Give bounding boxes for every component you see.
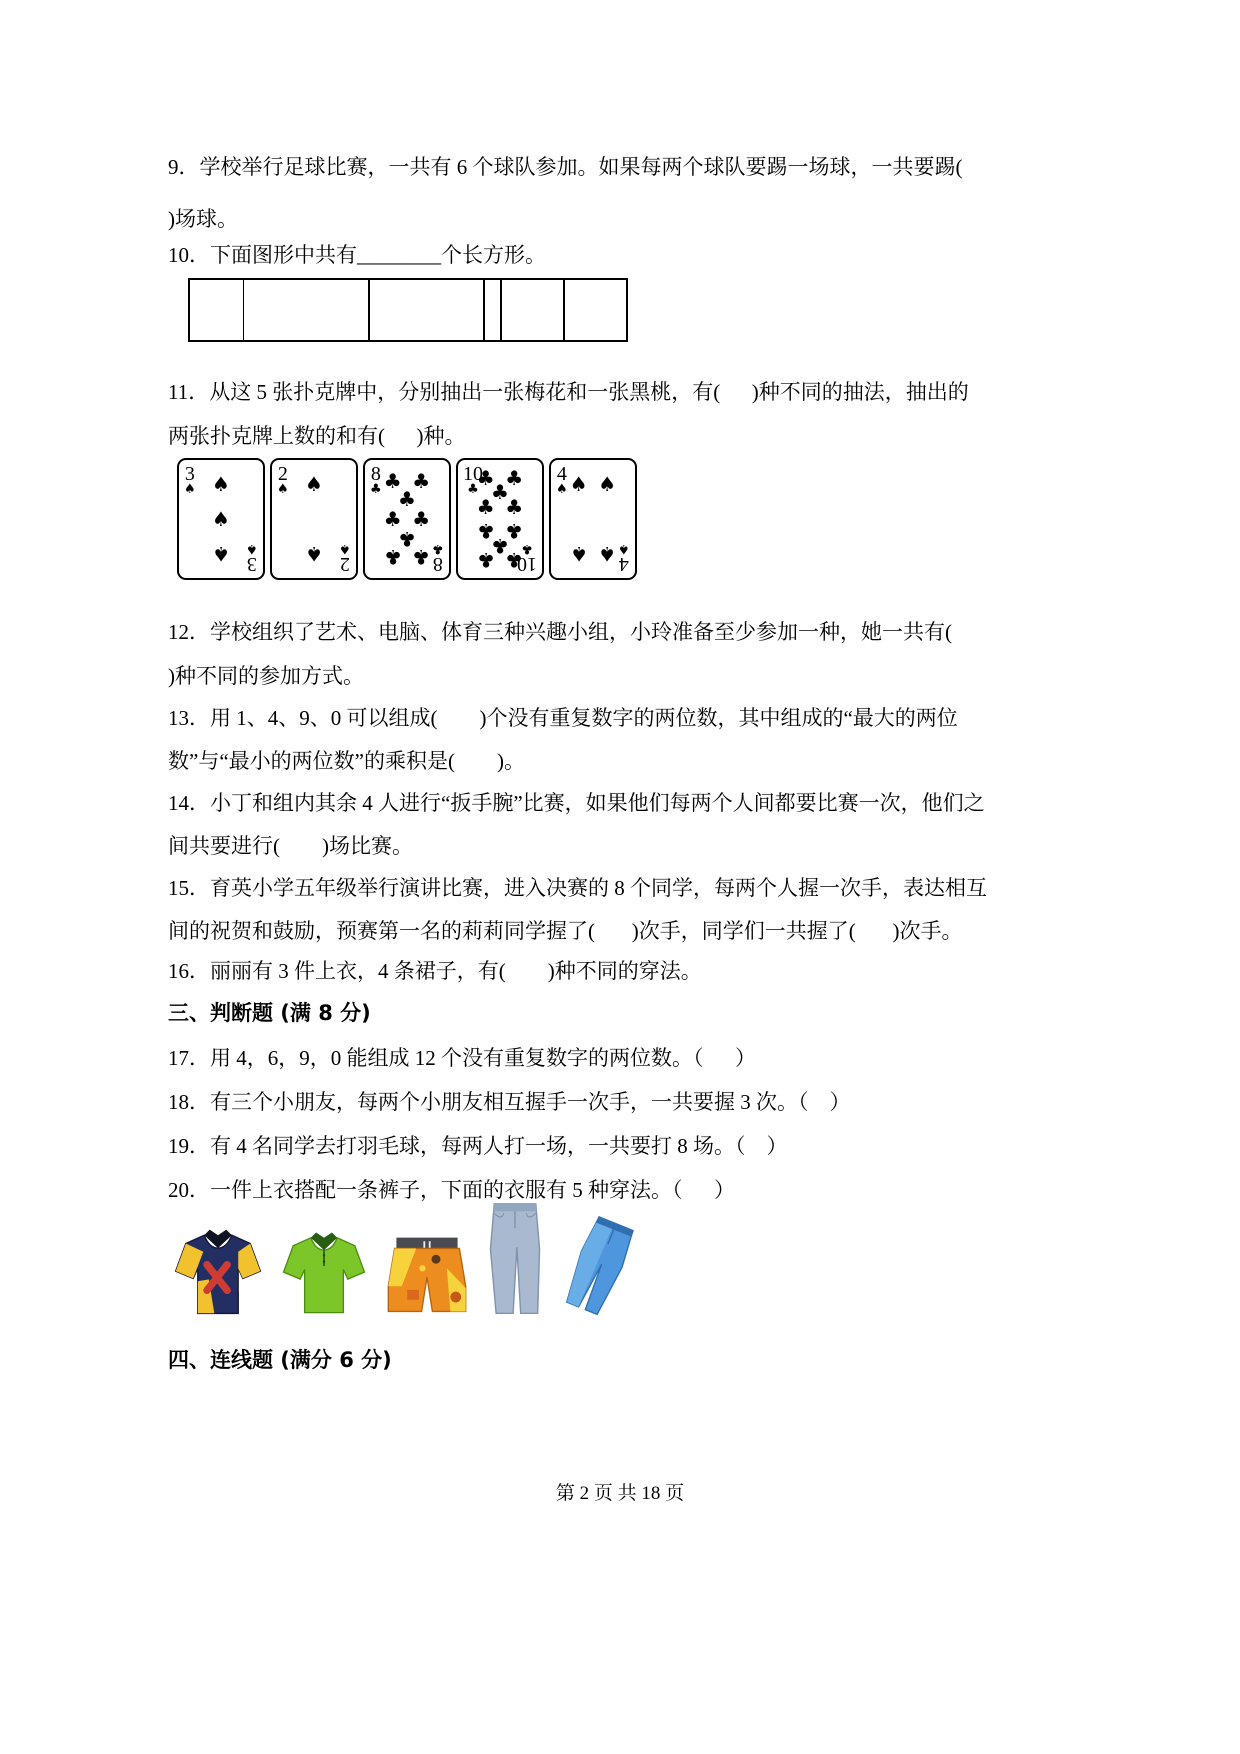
q15-line1: 15．育英小学五年级举行演讲比赛，进入决赛的 8 个同学，每两个人握一次手，表达相互 bbox=[168, 876, 987, 900]
club-icon: ♣ bbox=[505, 495, 524, 520]
club-icon: ♣ bbox=[476, 465, 495, 490]
q14-line2: 间共要进行( )场比赛。 bbox=[168, 834, 413, 858]
club-icon: ♣ bbox=[383, 507, 402, 531]
club-icon: ♣ bbox=[383, 544, 402, 569]
section-3-heading: 三、判断题 (满 8 分) bbox=[168, 1001, 371, 1025]
card-rank: 8 bbox=[433, 553, 444, 575]
card-corner-index bbox=[339, 542, 351, 574]
spade-icon: ♠ bbox=[305, 471, 323, 496]
orange-patterned-shorts-image bbox=[382, 1232, 472, 1318]
section-4-heading: 四、连线题 (满分 6 分) bbox=[168, 1348, 392, 1372]
club-icon: ♣ bbox=[505, 465, 524, 490]
q10-line1: 10．下面图形中共有________个长方形。 bbox=[168, 243, 546, 267]
navy-yellow-polo-shirt-image bbox=[170, 1226, 266, 1318]
q19-line1: 19．有 4 名同学去打羽毛球，每两人打一场，一共要打 8 场。（ ） bbox=[168, 1134, 788, 1158]
light-blue-jeans-image bbox=[486, 1200, 544, 1318]
q14-line1: 14．小丁和组内其余 4 人进行“扳手腕”比赛，如果他们每两个人间都要比赛一次，他们之 bbox=[168, 791, 985, 815]
card-corner-index bbox=[246, 542, 258, 574]
spade-icon: ♠ bbox=[569, 471, 588, 496]
q18-line1: 18．有三个小朋友，每两个小朋友相互握手一次手，一共要握 3 次。（ ） bbox=[168, 1090, 851, 1114]
club-icon: ♣ bbox=[412, 507, 431, 531]
club-icon: ♣ bbox=[383, 469, 402, 494]
card-corner-index bbox=[370, 464, 382, 496]
card-corner-index bbox=[618, 542, 630, 574]
club-icon: ♣ bbox=[398, 527, 416, 552]
spade-icon: ♠ bbox=[618, 541, 630, 556]
green-polo-shirt-image bbox=[280, 1228, 368, 1318]
card-rank: 3 bbox=[184, 463, 195, 485]
card-rank: 8 bbox=[370, 463, 381, 485]
card-corner-index bbox=[556, 464, 568, 496]
card-corner-index bbox=[432, 542, 444, 574]
q13-line2: 数”与“最小的两位数”的乘积是( )。 bbox=[168, 749, 525, 773]
spade-icon: ♠ bbox=[339, 541, 351, 556]
clothes-figure bbox=[170, 1200, 650, 1318]
q16-line1: 16．丽丽有 3 件上衣，4 条裙子，有( )种不同的穿法。 bbox=[168, 959, 702, 983]
card-rank: 4 bbox=[556, 463, 567, 485]
q9-line1: 9．学校举行足球比赛，一共有 6 个球队参加。如果每两个球队要踢一场球，一共要踢( bbox=[168, 155, 963, 179]
q15-line2: 间的祝贺和鼓励，预赛第一名的莉莉同学握了( )次手，同学们一共握了( )次手。 bbox=[168, 919, 963, 943]
spade-icon: ♠ bbox=[569, 542, 588, 567]
playing-card-2-spade bbox=[270, 458, 358, 580]
club-icon: ♣ bbox=[476, 548, 495, 573]
spade-icon: ♠ bbox=[556, 482, 568, 497]
rectangle-figure bbox=[188, 278, 628, 342]
q13-line1: 13．用 1、4、9、0 可以组成( )个没有重复数字的两位数，其中组成的“最大的两位 bbox=[168, 706, 958, 730]
spade-icon: ♠ bbox=[212, 507, 230, 531]
q11-line1: 11．从这 5 张扑克牌中，分别抽出一张梅花和一张黑桃，有( )种不同的抽法，抽出的 bbox=[168, 380, 969, 404]
rectangle-divider-line bbox=[243, 280, 244, 340]
club-icon: ♣ bbox=[370, 482, 382, 497]
q17-line1: 17．用 4，6，9，0 能组成 12 个没有重复数字的两位数。（ ） bbox=[168, 1046, 756, 1070]
page-footer: 第 2 页 共 18 页 bbox=[555, 1483, 685, 1504]
rectangle-divider-line bbox=[483, 280, 485, 340]
club-icon: ♣ bbox=[432, 541, 444, 556]
playing-card-4-spade bbox=[549, 458, 637, 580]
card-rank: 3 bbox=[247, 553, 258, 575]
club-icon: ♣ bbox=[521, 541, 533, 556]
q20-line1: 20．一件上衣搭配一条裤子，下面的衣服有 5 种穿法。（ ） bbox=[168, 1178, 735, 1202]
spade-icon: ♠ bbox=[212, 542, 230, 567]
club-icon: ♣ bbox=[476, 495, 495, 520]
card-corner-index bbox=[184, 464, 196, 496]
q12-line1: 12．学校组织了艺术、电脑、体育三种兴趣小组，小玲准备至少参加一种，她一共有( bbox=[168, 620, 952, 644]
playing-card-3-spade bbox=[177, 458, 265, 580]
playing-card-8-club bbox=[363, 458, 451, 580]
club-icon: ♣ bbox=[467, 482, 479, 497]
q9-line2: )场球。 bbox=[168, 207, 238, 231]
q12-line2: )种不同的参加方式。 bbox=[168, 664, 364, 688]
spade-icon: ♠ bbox=[212, 471, 230, 496]
club-icon: ♣ bbox=[398, 486, 416, 511]
club-icon: ♣ bbox=[476, 518, 495, 543]
spade-icon: ♠ bbox=[184, 482, 196, 497]
spade-icon: ♠ bbox=[598, 542, 617, 567]
spade-icon: ♠ bbox=[598, 471, 617, 496]
card-rank: 2 bbox=[340, 553, 351, 575]
spade-icon: ♠ bbox=[277, 482, 289, 497]
rectangle-divider-line bbox=[500, 280, 502, 340]
card-rank: 10 bbox=[463, 463, 483, 485]
club-icon: ♣ bbox=[491, 534, 509, 559]
club-icon: ♣ bbox=[491, 479, 509, 504]
q11-line2: 两张扑克牌上数的和有( )种。 bbox=[168, 424, 466, 448]
club-icon: ♣ bbox=[412, 469, 431, 494]
spade-icon: ♠ bbox=[305, 542, 323, 567]
club-icon: ♣ bbox=[505, 518, 524, 543]
playing-cards-figure bbox=[177, 458, 637, 580]
club-icon: ♣ bbox=[412, 544, 431, 569]
spade-icon: ♠ bbox=[246, 541, 258, 556]
blue-jeans-image bbox=[558, 1213, 640, 1318]
playing-card-10-club bbox=[456, 458, 544, 580]
rectangle-divider-line bbox=[368, 280, 370, 340]
rectangle-divider-line bbox=[563, 280, 565, 340]
card-rank: 10 bbox=[517, 553, 537, 575]
card-corner-index bbox=[277, 464, 289, 496]
card-rank: 4 bbox=[619, 553, 630, 575]
club-icon: ♣ bbox=[505, 548, 524, 573]
card-rank: 2 bbox=[277, 463, 288, 485]
